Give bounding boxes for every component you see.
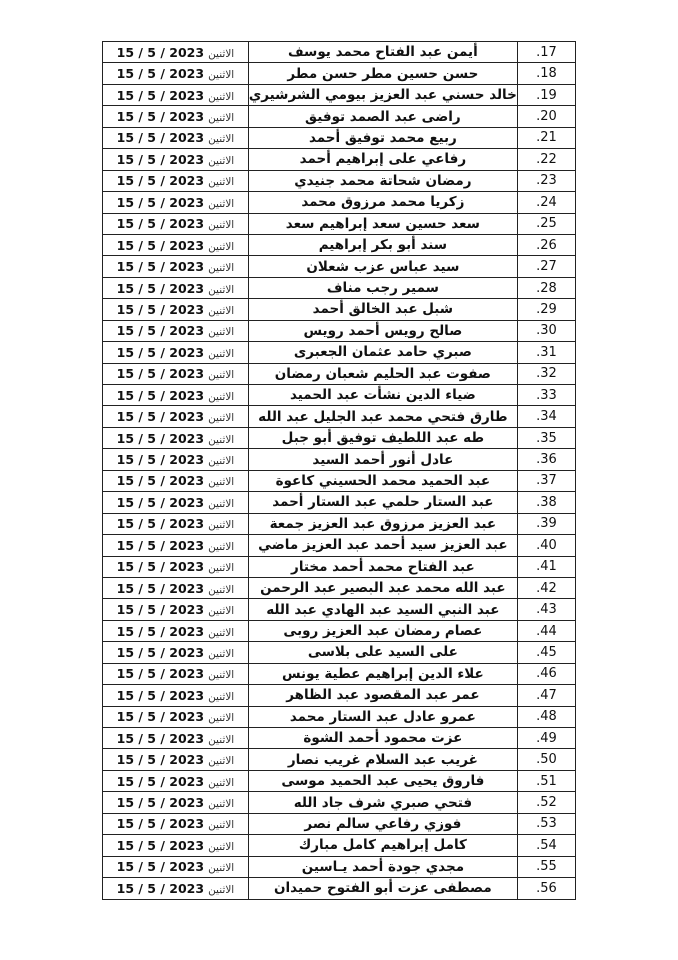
date-value: 15 / 5 / 2023	[116, 773, 205, 789]
weekday-label: الاثنين	[208, 219, 235, 232]
date-cell	[103, 363, 249, 384]
weekday-label: الاثنين	[208, 455, 235, 468]
person-name: صفوت عبد الحليم شعبان رمضان	[248, 363, 517, 384]
table-row	[103, 234, 576, 255]
weekday-label: الاثنين	[208, 755, 235, 768]
table-row	[103, 556, 576, 577]
table-row	[103, 170, 576, 191]
table-row	[103, 213, 576, 234]
row-number: .50	[517, 749, 575, 770]
date-value: 15 / 5 / 2023	[116, 130, 205, 146]
date-value: 15 / 5 / 2023	[116, 259, 205, 275]
table-row	[103, 620, 576, 641]
table-row	[103, 642, 576, 663]
date-value: 15 / 5 / 2023	[116, 687, 205, 703]
person-name: كامل إبراهيم كامل مبارك	[248, 835, 517, 856]
date-cell	[103, 277, 249, 298]
row-number: .53	[517, 813, 575, 834]
person-name: فوزي رفاعي سالم نصر	[248, 813, 517, 834]
weekday-label: الاثنين	[208, 347, 235, 360]
table-row	[103, 663, 576, 684]
date-cell	[103, 192, 249, 213]
weekday-label: الاثنين	[208, 669, 235, 682]
date-cell	[103, 492, 249, 513]
person-name: سعد حسين سعد إبراهيم سعد	[248, 213, 517, 234]
weekday-label: الاثنين	[208, 112, 235, 125]
weekday-label: الاثنين	[208, 798, 235, 811]
table-row	[103, 706, 576, 727]
row-number: .39	[517, 513, 575, 534]
date-value: 15 / 5 / 2023	[116, 537, 205, 553]
row-number: .49	[517, 728, 575, 749]
date-cell	[103, 813, 249, 834]
row-number: .26	[517, 234, 575, 255]
row-number: .32	[517, 363, 575, 384]
person-name: حسن حسين مطر حسن مطر	[248, 63, 517, 84]
person-name: عبد الفتاح محمد أحمد مختار	[248, 556, 517, 577]
date-value: 15 / 5 / 2023	[116, 473, 205, 489]
weekday-label: الاثنين	[208, 390, 235, 403]
date-value: 15 / 5 / 2023	[116, 237, 205, 253]
date-cell	[103, 149, 249, 170]
person-name: عبد العزيز مرزوق عبد العزيز جمعة	[248, 513, 517, 534]
person-name: ربيع محمد توفيق أحمد	[248, 127, 517, 148]
row-number: .35	[517, 427, 575, 448]
date-value: 15 / 5 / 2023	[116, 795, 205, 811]
date-value: 15 / 5 / 2023	[116, 752, 205, 768]
person-name: على السيد على بلاسى	[248, 642, 517, 663]
row-number: .36	[517, 449, 575, 470]
table-row	[103, 749, 576, 770]
person-name: عبد الستار حلمي عبد الستار أحمد	[248, 492, 517, 513]
weekday-label: الاثنين	[208, 326, 235, 339]
weekday-label: الاثنين	[208, 304, 235, 317]
person-name: صالح رويس أحمد رويس	[248, 320, 517, 341]
weekday-label: الاثنين	[208, 90, 235, 103]
date-cell	[103, 256, 249, 277]
table-row	[103, 63, 576, 84]
row-number: .47	[517, 685, 575, 706]
weekday-label: الاثنين	[208, 712, 235, 725]
date-value: 15 / 5 / 2023	[116, 816, 205, 832]
table-row	[103, 127, 576, 148]
person-name: صبري حامد عثمان الجعبرى	[248, 342, 517, 363]
row-number: .42	[517, 577, 575, 598]
weekday-label: الاثنين	[208, 583, 235, 596]
date-cell	[103, 213, 249, 234]
table-row	[103, 149, 576, 170]
row-number: .25	[517, 213, 575, 234]
table-row	[103, 513, 576, 534]
weekday-label: الاثنين	[208, 647, 235, 660]
person-name: فاروق يحيى عبد الحميد موسى	[248, 770, 517, 791]
weekday-label: الاثنين	[208, 690, 235, 703]
table-row	[103, 449, 576, 470]
date-value: 15 / 5 / 2023	[116, 666, 205, 682]
row-number: .52	[517, 792, 575, 813]
table-row	[103, 363, 576, 384]
date-cell	[103, 706, 249, 727]
row-number: .33	[517, 385, 575, 406]
weekday-label: الاثنين	[208, 497, 235, 510]
date-cell	[103, 878, 249, 899]
weekday-label: الاثنين	[208, 776, 235, 789]
row-number: .46	[517, 663, 575, 684]
row-number: .45	[517, 642, 575, 663]
weekday-label: الاثنين	[208, 626, 235, 639]
table-row	[103, 599, 576, 620]
weekday-label: الاثنين	[208, 240, 235, 253]
row-number: .55	[517, 856, 575, 877]
table-row	[103, 577, 576, 598]
date-cell	[103, 84, 249, 105]
date-cell	[103, 106, 249, 127]
person-name: عبد العزيز سيد أحمد عبد العزيز ماضي	[248, 535, 517, 556]
date-cell	[103, 234, 249, 255]
table-row	[103, 84, 576, 105]
table-row	[103, 256, 576, 277]
names-table	[102, 41, 576, 900]
table-row	[103, 299, 576, 320]
weekday-label: الاثنين	[208, 262, 235, 275]
person-name: أيمن عبد الفتاح محمد يوسف	[248, 42, 517, 63]
date-value: 15 / 5 / 2023	[116, 644, 205, 660]
date-value: 15 / 5 / 2023	[116, 301, 205, 317]
row-number: .19	[517, 84, 575, 105]
date-value: 15 / 5 / 2023	[116, 194, 205, 210]
row-number: .24	[517, 192, 575, 213]
date-value: 15 / 5 / 2023	[116, 859, 205, 875]
date-cell	[103, 42, 249, 63]
table-row	[103, 792, 576, 813]
date-value: 15 / 5 / 2023	[116, 623, 205, 639]
row-number: .28	[517, 277, 575, 298]
person-name: عمر عبد المقصود عبد الظاهر	[248, 685, 517, 706]
date-value: 15 / 5 / 2023	[116, 366, 205, 382]
weekday-label: الاثنين	[208, 605, 235, 618]
table-row	[103, 835, 576, 856]
table-row	[103, 406, 576, 427]
date-value: 15 / 5 / 2023	[116, 837, 205, 853]
date-value: 15 / 5 / 2023	[116, 409, 205, 425]
date-value: 15 / 5 / 2023	[116, 452, 205, 468]
date-value: 15 / 5 / 2023	[116, 430, 205, 446]
weekday-label: الاثنين	[208, 840, 235, 853]
date-value: 15 / 5 / 2023	[116, 216, 205, 232]
weekday-label: الاثنين	[208, 133, 235, 146]
table-row	[103, 42, 576, 63]
date-cell	[103, 299, 249, 320]
date-value: 15 / 5 / 2023	[116, 580, 205, 596]
table-row	[103, 535, 576, 556]
person-name: خالد حسني عبد العزيز بيومي الشرشيري	[248, 84, 517, 105]
row-number: .34	[517, 406, 575, 427]
date-value: 15 / 5 / 2023	[116, 344, 205, 360]
date-value: 15 / 5 / 2023	[116, 387, 205, 403]
table-row	[103, 277, 576, 298]
row-number: .54	[517, 835, 575, 856]
weekday-label: الاثنين	[208, 562, 235, 575]
date-value: 15 / 5 / 2023	[116, 109, 205, 125]
table-row	[103, 320, 576, 341]
date-value: 15 / 5 / 2023	[116, 280, 205, 296]
table-row	[103, 770, 576, 791]
date-cell	[103, 556, 249, 577]
date-value: 15 / 5 / 2023	[116, 709, 205, 725]
date-cell	[103, 642, 249, 663]
date-cell	[103, 856, 249, 877]
person-name: سند أبو بكر إبراهيم	[248, 234, 517, 255]
date-cell	[103, 513, 249, 534]
date-value: 15 / 5 / 2023	[116, 44, 205, 60]
weekday-label: الاثنين	[208, 433, 235, 446]
weekday-label: الاثنين	[208, 154, 235, 167]
date-value: 15 / 5 / 2023	[116, 151, 205, 167]
row-number: .30	[517, 320, 575, 341]
person-name: رمضان شحاتة محمد جنيدي	[248, 170, 517, 191]
date-cell	[103, 685, 249, 706]
person-name: غريب عبد السلام غريب نصار	[248, 749, 517, 770]
weekday-label: الاثنين	[208, 283, 235, 296]
row-number: .48	[517, 706, 575, 727]
row-number: .21	[517, 127, 575, 148]
table-row	[103, 856, 576, 877]
date-value: 15 / 5 / 2023	[116, 880, 205, 896]
date-value: 15 / 5 / 2023	[116, 494, 205, 510]
date-cell	[103, 663, 249, 684]
date-value: 15 / 5 / 2023	[116, 559, 205, 575]
date-value: 15 / 5 / 2023	[116, 323, 205, 339]
person-name: طارق فتحي محمد عبد الجليل عبد الله	[248, 406, 517, 427]
weekday-label: الاثنين	[208, 69, 235, 82]
person-name: راضى عبد الصمد توفيق	[248, 106, 517, 127]
date-cell	[103, 427, 249, 448]
row-number: .51	[517, 770, 575, 791]
person-name: عبد النبي السيد عبد الهادي عبد الله	[248, 599, 517, 620]
row-number: .18	[517, 63, 575, 84]
date-cell	[103, 535, 249, 556]
date-cell	[103, 577, 249, 598]
person-name: شبل عبد الخالق أحمد	[248, 299, 517, 320]
date-value: 15 / 5 / 2023	[116, 602, 205, 618]
date-cell	[103, 127, 249, 148]
table-row	[103, 192, 576, 213]
weekday-label: الاثنين	[208, 862, 235, 875]
weekday-label: الاثنين	[208, 176, 235, 189]
date-cell	[103, 342, 249, 363]
weekday-label: الاثنين	[208, 540, 235, 553]
weekday-label: الاثنين	[208, 369, 235, 382]
date-cell	[103, 620, 249, 641]
weekday-label: الاثنين	[208, 197, 235, 210]
date-value: 15 / 5 / 2023	[116, 173, 205, 189]
date-cell	[103, 770, 249, 791]
person-name: عادل أنور أحمد السيد	[248, 449, 517, 470]
date-cell	[103, 406, 249, 427]
row-number: .31	[517, 342, 575, 363]
person-name: سمير رجب مناف	[248, 277, 517, 298]
row-number: .17	[517, 42, 575, 63]
row-number: .37	[517, 470, 575, 491]
date-value: 15 / 5 / 2023	[116, 66, 205, 82]
date-cell	[103, 320, 249, 341]
table-row	[103, 728, 576, 749]
date-cell	[103, 835, 249, 856]
person-name: عبد الحميد محمد الحسيني كاعوة	[248, 470, 517, 491]
row-number: .44	[517, 620, 575, 641]
row-number: .43	[517, 599, 575, 620]
weekday-label: الاثنين	[208, 47, 235, 60]
row-number: .29	[517, 299, 575, 320]
person-name: مصطفى عزت أبو الفتوح حميدان	[248, 878, 517, 899]
person-name: سيد عباس عزب شعلان	[248, 256, 517, 277]
date-cell	[103, 170, 249, 191]
table-row	[103, 685, 576, 706]
weekday-label: الاثنين	[208, 519, 235, 532]
person-name: عمرو عادل عبد الستار محمد	[248, 706, 517, 727]
date-value: 15 / 5 / 2023	[116, 730, 205, 746]
weekday-label: الاثنين	[208, 476, 235, 489]
table-row	[103, 492, 576, 513]
date-cell	[103, 749, 249, 770]
date-value: 15 / 5 / 2023	[116, 87, 205, 103]
row-number: .20	[517, 106, 575, 127]
table-row	[103, 470, 576, 491]
person-name: عصام رمضان عبد العزيز روبى	[248, 620, 517, 641]
date-cell	[103, 728, 249, 749]
weekday-label: الاثنين	[208, 819, 235, 832]
person-name: ضياء الدين نشأت عبد الحميد	[248, 385, 517, 406]
row-number: .41	[517, 556, 575, 577]
table-row	[103, 878, 576, 899]
table-body	[103, 42, 576, 900]
person-name: عزت محمود أحمد الشوة	[248, 728, 517, 749]
row-number: .56	[517, 878, 575, 899]
row-number: .38	[517, 492, 575, 513]
person-name: مجدي جودة أحمد يـاسين	[248, 856, 517, 877]
date-cell	[103, 470, 249, 491]
person-name: علاء الدين إبراهيم عطية يونس	[248, 663, 517, 684]
person-name: فتحي صبري شرف جاد الله	[248, 792, 517, 813]
person-name: رفاعي على إبراهيم أحمد	[248, 149, 517, 170]
table-row	[103, 106, 576, 127]
weekday-label: الاثنين	[208, 412, 235, 425]
person-name: عبد الله محمد عبد البصير عبد الرحمن	[248, 577, 517, 598]
row-number: .23	[517, 170, 575, 191]
weekday-label: الاثنين	[208, 883, 235, 896]
row-number: .27	[517, 256, 575, 277]
date-cell	[103, 792, 249, 813]
date-cell	[103, 63, 249, 84]
date-cell	[103, 449, 249, 470]
row-number: .40	[517, 535, 575, 556]
table-row	[103, 385, 576, 406]
person-name: زكريا محمد مرزوق محمد	[248, 192, 517, 213]
table-row	[103, 427, 576, 448]
table-row	[103, 342, 576, 363]
row-number: .22	[517, 149, 575, 170]
date-cell	[103, 599, 249, 620]
table-row	[103, 813, 576, 834]
date-cell	[103, 385, 249, 406]
date-value: 15 / 5 / 2023	[116, 516, 205, 532]
weekday-label: الاثنين	[208, 733, 235, 746]
person-name: طه عبد اللطيف توفيق أبو جبل	[248, 427, 517, 448]
